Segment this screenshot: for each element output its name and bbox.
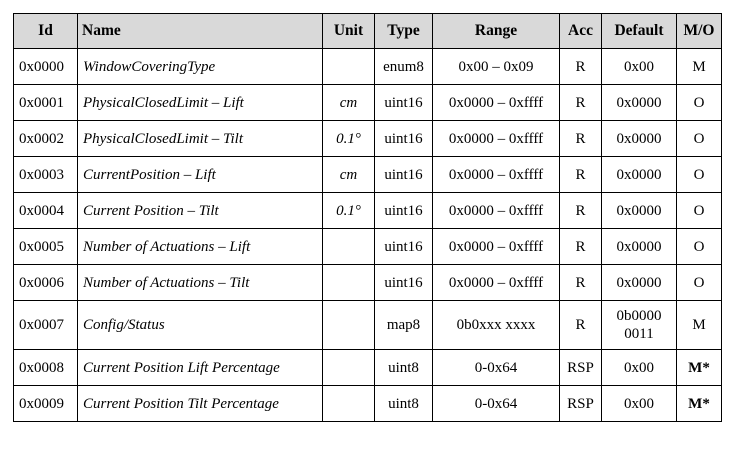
cell-id: 0x0004 (14, 193, 78, 229)
header-name: Name (78, 14, 323, 49)
cell-acc: R (560, 157, 602, 193)
cell-name: Config/Status (78, 301, 323, 350)
cell-default: 0x0000 (602, 193, 677, 229)
cell-default: 0x0000 (602, 265, 677, 301)
cell-acc: R (560, 301, 602, 350)
cell-range: 0-0x64 (433, 350, 560, 386)
cell-default: 0x00 (602, 386, 677, 422)
cell-id: 0x0008 (14, 350, 78, 386)
cell-id: 0x0005 (14, 229, 78, 265)
table-row (14, 265, 722, 301)
cell-default: 0x0000 (602, 121, 677, 157)
cell-id: 0x0001 (14, 85, 78, 121)
cell-type: enum8 (375, 49, 433, 85)
cell-unit (323, 386, 375, 422)
cell-mo: O (677, 229, 722, 265)
cell-range: 0x00 – 0x09 (433, 49, 560, 85)
header-mo: M/O (677, 14, 722, 49)
cell-range: 0-0x64 (433, 386, 560, 422)
cell-type: uint16 (375, 121, 433, 157)
cell-acc: RSP (560, 386, 602, 422)
cell-unit: 0.1° (323, 193, 375, 229)
cell-type: map8 (375, 301, 433, 350)
cell-name: Number of Actuations – Lift (78, 229, 323, 265)
cell-acc: R (560, 265, 602, 301)
cell-name: Current Position Tilt Percentage (78, 386, 323, 422)
table-row (14, 386, 722, 422)
cell-type: uint16 (375, 265, 433, 301)
cell-range: 0x0000 – 0xffff (433, 157, 560, 193)
cell-range: 0x0000 – 0xffff (433, 265, 560, 301)
cell-unit: cm (323, 157, 375, 193)
cell-type: uint16 (375, 193, 433, 229)
cell-type: uint8 (375, 386, 433, 422)
header-unit: Unit (323, 14, 375, 49)
header-acc: Acc (560, 14, 602, 49)
cell-mo: O (677, 265, 722, 301)
cell-type: uint16 (375, 85, 433, 121)
cell-mo: M* (677, 386, 722, 422)
cell-range: 0b0xxx xxxx (433, 301, 560, 350)
cell-range: 0x0000 – 0xffff (433, 193, 560, 229)
cell-type: uint16 (375, 157, 433, 193)
cell-unit (323, 301, 375, 350)
cell-acc: R (560, 193, 602, 229)
cell-unit (323, 350, 375, 386)
cell-name: Current Position Lift Percentage (78, 350, 323, 386)
cell-acc: R (560, 121, 602, 157)
table-row (14, 85, 722, 121)
cell-range: 0x0000 – 0xffff (433, 121, 560, 157)
cell-unit: cm (323, 85, 375, 121)
header-range: Range (433, 14, 560, 49)
cell-mo: O (677, 121, 722, 157)
cell-acc: R (560, 229, 602, 265)
table-row (14, 49, 722, 85)
cell-name: PhysicalClosedLimit – Tilt (78, 121, 323, 157)
cell-default: 0x0000 (602, 157, 677, 193)
cell-acc: R (560, 85, 602, 121)
cell-mo: O (677, 157, 722, 193)
cell-acc: RSP (560, 350, 602, 386)
cell-name: Current Position – Tilt (78, 193, 323, 229)
cell-id: 0x0000 (14, 49, 78, 85)
table-row (14, 301, 722, 350)
table-body (14, 49, 722, 422)
cell-id: 0x0009 (14, 386, 78, 422)
attribute-table (13, 13, 722, 422)
cell-id: 0x0007 (14, 301, 78, 350)
cell-default: 0x0000 (602, 85, 677, 121)
cell-acc: R (560, 49, 602, 85)
cell-unit (323, 49, 375, 85)
header-type: Type (375, 14, 433, 49)
header-id: Id (14, 14, 78, 49)
table-row (14, 157, 722, 193)
attribute-table-container (13, 13, 722, 422)
cell-range: 0x0000 – 0xffff (433, 229, 560, 265)
cell-type: uint16 (375, 229, 433, 265)
cell-mo: M (677, 49, 722, 85)
header-row (14, 14, 722, 49)
table-row (14, 229, 722, 265)
cell-id: 0x0003 (14, 157, 78, 193)
cell-mo: O (677, 85, 722, 121)
cell-name: CurrentPosition – Lift (78, 157, 323, 193)
table-row (14, 350, 722, 386)
cell-type: uint8 (375, 350, 433, 386)
cell-unit: 0.1° (323, 121, 375, 157)
cell-mo: M (677, 301, 722, 350)
table-row (14, 193, 722, 229)
cell-mo: M* (677, 350, 722, 386)
cell-default: 0x00 (602, 49, 677, 85)
cell-unit (323, 229, 375, 265)
cell-default: 0x0000 (602, 229, 677, 265)
cell-range: 0x0000 – 0xffff (433, 85, 560, 121)
header-default: Default (602, 14, 677, 49)
cell-name: PhysicalClosedLimit – Lift (78, 85, 323, 121)
cell-name: WindowCoveringType (78, 49, 323, 85)
cell-default: 0x00 (602, 350, 677, 386)
cell-id: 0x0006 (14, 265, 78, 301)
cell-unit (323, 265, 375, 301)
cell-name: Number of Actuations – Tilt (78, 265, 323, 301)
table-row (14, 121, 722, 157)
cell-default: 0b0000 0011 (602, 301, 677, 350)
cell-mo: O (677, 193, 722, 229)
cell-id: 0x0002 (14, 121, 78, 157)
